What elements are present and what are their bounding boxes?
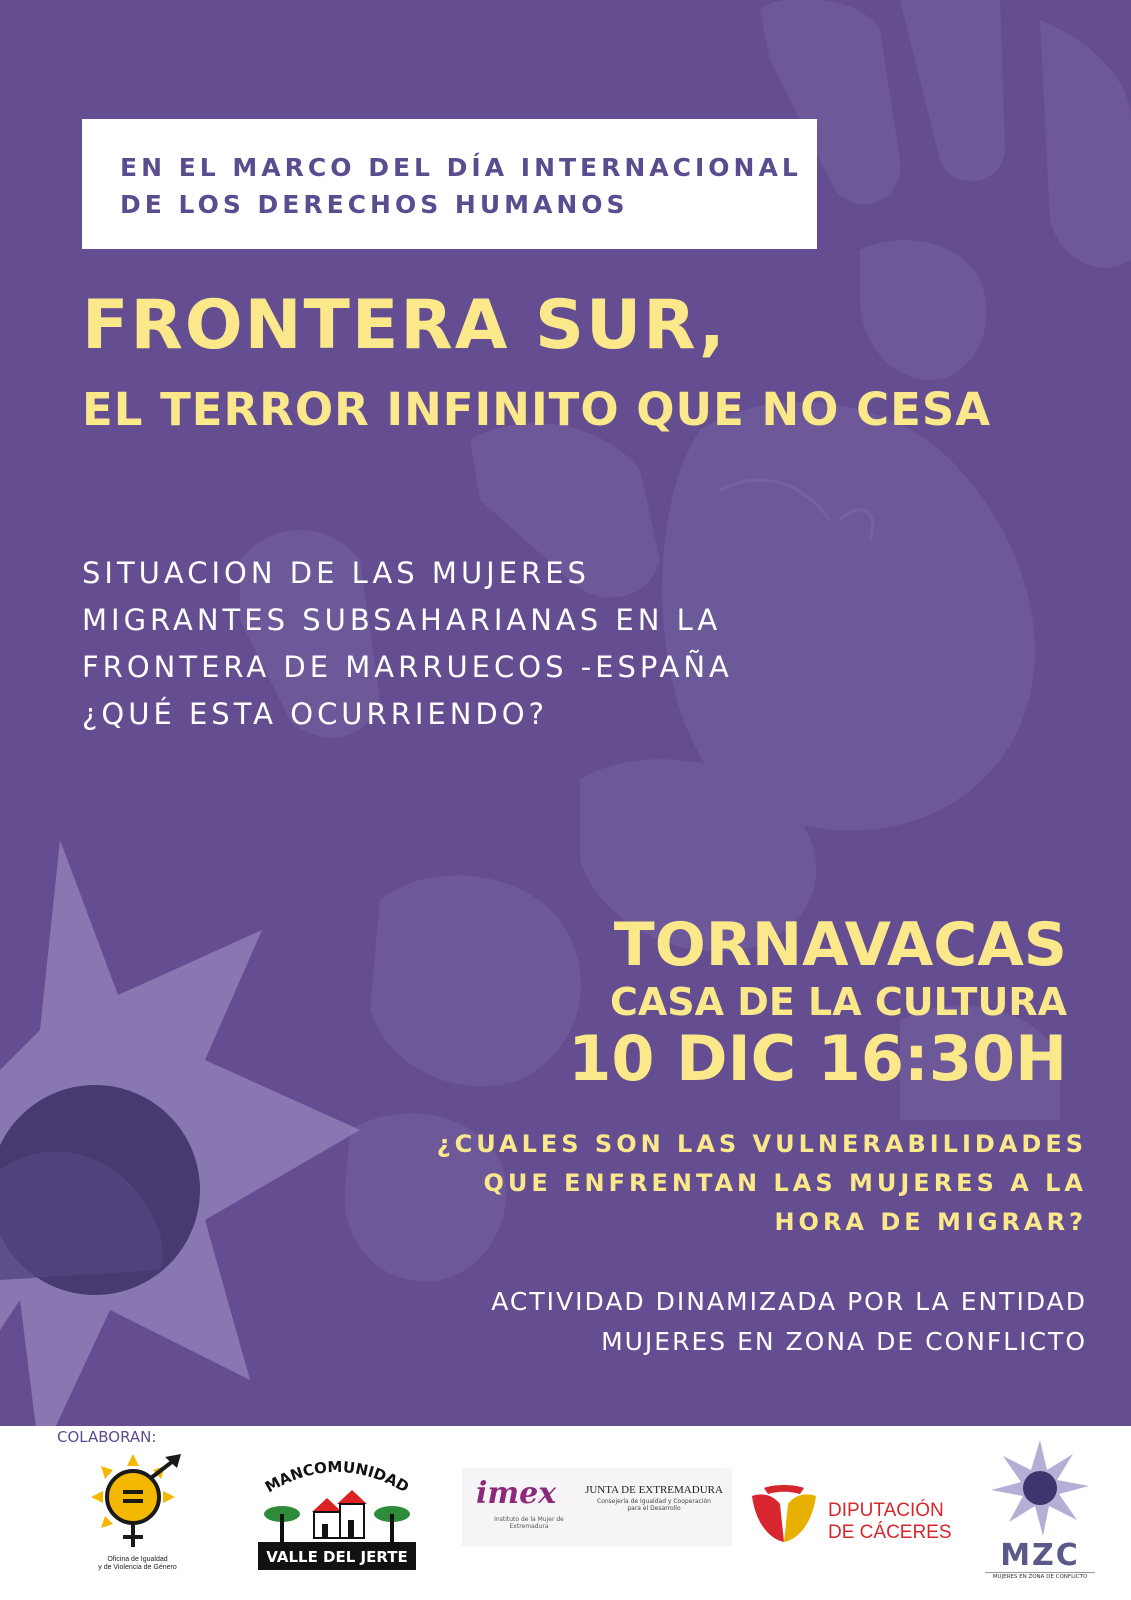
mzc-star-icon xyxy=(985,1440,1095,1536)
diputacion-logo xyxy=(738,1476,954,1560)
oficina-caption xyxy=(85,1556,190,1572)
event-place: TORNAVACAS xyxy=(613,910,1067,980)
topic-line: ¿QUÉ ESTA OCURRIENDO? xyxy=(82,697,548,731)
topic-description xyxy=(82,550,733,738)
topic-line: FRONTERA DE MARRUECOS -ESPAÑA xyxy=(82,650,733,684)
intro-line: DE LOS DERECHOS HUMANOS xyxy=(120,190,629,219)
mancomunidad-emblem xyxy=(252,1452,422,1582)
question-line: HORA DE MIGRAR? xyxy=(774,1208,1087,1236)
oficina-caption-line2: y de Violencia de Género xyxy=(98,1564,177,1571)
oficina-caption-line1: Oficina de Igualdad xyxy=(107,1556,168,1563)
activity-note xyxy=(491,1282,1087,1362)
question-line: QUE ENFRENTAN LAS MUJERES A LA xyxy=(483,1169,1087,1197)
mancomunidad-logo xyxy=(252,1452,422,1582)
topic-line: SITUACION DE LAS MUJERES xyxy=(82,556,590,590)
event-venue: CASA DE LA CULTURA xyxy=(609,980,1067,1024)
mzc-abbr: MZC xyxy=(1000,1538,1080,1573)
mzc-caption: MUJERES EN ZONA DE CONFLICTO xyxy=(985,1572,1095,1581)
junta-sub1: Consejería de Igualdad y Cooperación xyxy=(597,1498,711,1505)
intro-banner xyxy=(82,119,817,249)
junta-block xyxy=(584,1484,724,1512)
topic-line: MIGRANTES SUBSAHARIANAS EN LA xyxy=(82,603,722,637)
event-datetime: 10 DIC 16:30H xyxy=(568,1022,1067,1095)
question-block xyxy=(437,1125,1087,1242)
oficina-igualdad-logo xyxy=(85,1452,190,1582)
mancomunidad-bottom-text: VALLE DEL JERTE xyxy=(266,1548,408,1566)
junta-sub2: para el Desarrollo xyxy=(627,1505,681,1512)
diputacion-emblem-icon xyxy=(744,1482,824,1552)
mzc-logo xyxy=(985,1440,1095,1588)
imex-junta-logo xyxy=(462,1468,732,1546)
diputacion-line1: DIPUTACIÓN xyxy=(828,1500,944,1521)
junta-name: JUNTA DE EXTREMADURA xyxy=(585,1484,723,1496)
gender-equality-icon xyxy=(85,1452,190,1552)
activity-line: ACTIVIDAD DINAMIZADA POR LA ENTIDAD xyxy=(491,1287,1087,1316)
main-title: FRONTERA SUR, xyxy=(82,286,727,365)
question-line: ¿CUALES SON LAS VULNERABILIDADES xyxy=(436,1130,1087,1158)
main-subtitle: EL TERROR INFINITO QUE NO CESA xyxy=(82,383,992,436)
imex-name: imex xyxy=(476,1476,557,1511)
diputacion-text xyxy=(828,1500,952,1544)
event-details xyxy=(568,910,1067,1094)
mancomunidad-top-text: MANCOMUNIDAD xyxy=(261,1457,413,1497)
diputacion-line2: DE CÁCERES xyxy=(828,1522,952,1543)
activity-line: MUJERES EN ZONA DE CONFLICTO xyxy=(601,1327,1087,1356)
imex-caption: Instituto de la Mujer de Extremadura xyxy=(494,1516,564,1530)
colaboran-label: COLABORAN: xyxy=(57,1428,157,1446)
intro-line: EN EL MARCO DEL DÍA INTERNACIONAL xyxy=(120,153,802,182)
